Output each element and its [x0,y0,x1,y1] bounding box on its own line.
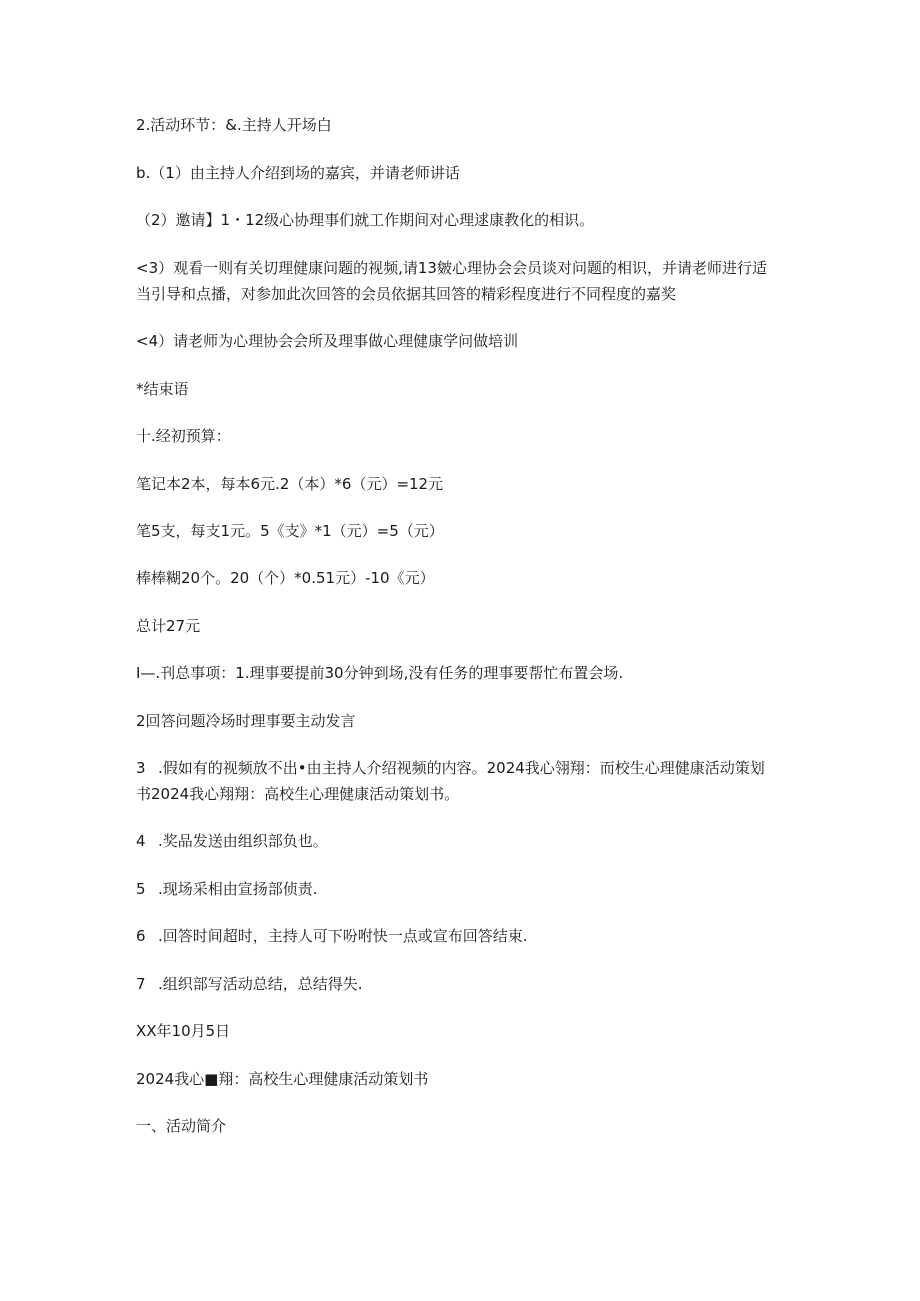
note-7 [136,972,363,996]
note-4 [136,829,328,853]
note-2: 2回答问题冷场时理事要主动发言 [136,712,356,730]
step-4-training: <4）请老师为心理协会会所及理事做心理健康学问做培训 [136,332,519,350]
budget-notebooks: 笔记本2本，每本6元.2（本）*6（元）=12元 [136,475,444,493]
note-5-number: 5 [136,880,146,898]
budget-pens: 笔5支，每支1元。5《支》*1（元）=5（元） [136,522,444,540]
budget-heading: 十.经初预算： [136,427,231,445]
budget-lollipops: 棒棒糊20个。20（个）*0.51元）-10《元） [136,569,435,587]
section-1-heading: 一、活动简介 [136,1117,227,1135]
note-7-text: .组织部写活动总结，总结得失. [158,975,363,993]
step-3-video-line-1: <3）观看一则有关切理健康问题的视频,请13皴心理协会会员谈对问题的相识，并请老师进行适 [136,259,767,277]
note-4-text: .奖品发送由组织部负也。 [158,832,328,850]
notes-heading: I—.刊总事项：1.理事要提前30分钟到场,没有任务的理事要帮忙布置会场. [136,664,624,682]
document-date: XX年10月5日 [136,1022,231,1040]
note-6 [136,924,528,948]
note-6-number: 6 [136,927,146,945]
note-6-text: .回答时间超时，主持人可下吩咐快一点或宣布回答结束. [158,927,528,945]
note-5-text: .现场采相由宣扬部侦责. [158,880,318,898]
note-3-text: .假如有的视频放不出•由主持人介绍视频的内容。2024我心翎翔：而校生心理健康活动策划 [158,759,765,777]
budget-total: 总计27元 [136,617,201,635]
note-5 [136,877,318,901]
activity-steps-heading: 2.活动环节：&.主持人开场白 [136,116,332,134]
step-3-video-line-2: 当引导和点播，对参加此次回答的会员依据其回答的精彩程度进行不同程度的嘉奖 [136,285,677,303]
step-1-intro-guests: b.（1）由主持人介绍到场的嘉宾，并请老师讲话 [136,164,460,182]
step-2-invite-directors: （2）邀请】1・12级心协理事们就工作期间对心理逑康教化的相识。 [136,211,595,229]
note-7-number: 7 [136,975,146,993]
note-3-line-2: 书2024我心翔翔：高校生心理健康活动策划书。 [136,785,460,803]
closing-remarks: *结束语 [136,380,189,398]
note-3-line-1 [136,756,765,780]
plan-title: 2024我心■翔：高校生心理健康活动策划书 [136,1070,429,1088]
note-3-number: 3 [136,759,146,777]
note-4-number: 4 [136,832,146,850]
